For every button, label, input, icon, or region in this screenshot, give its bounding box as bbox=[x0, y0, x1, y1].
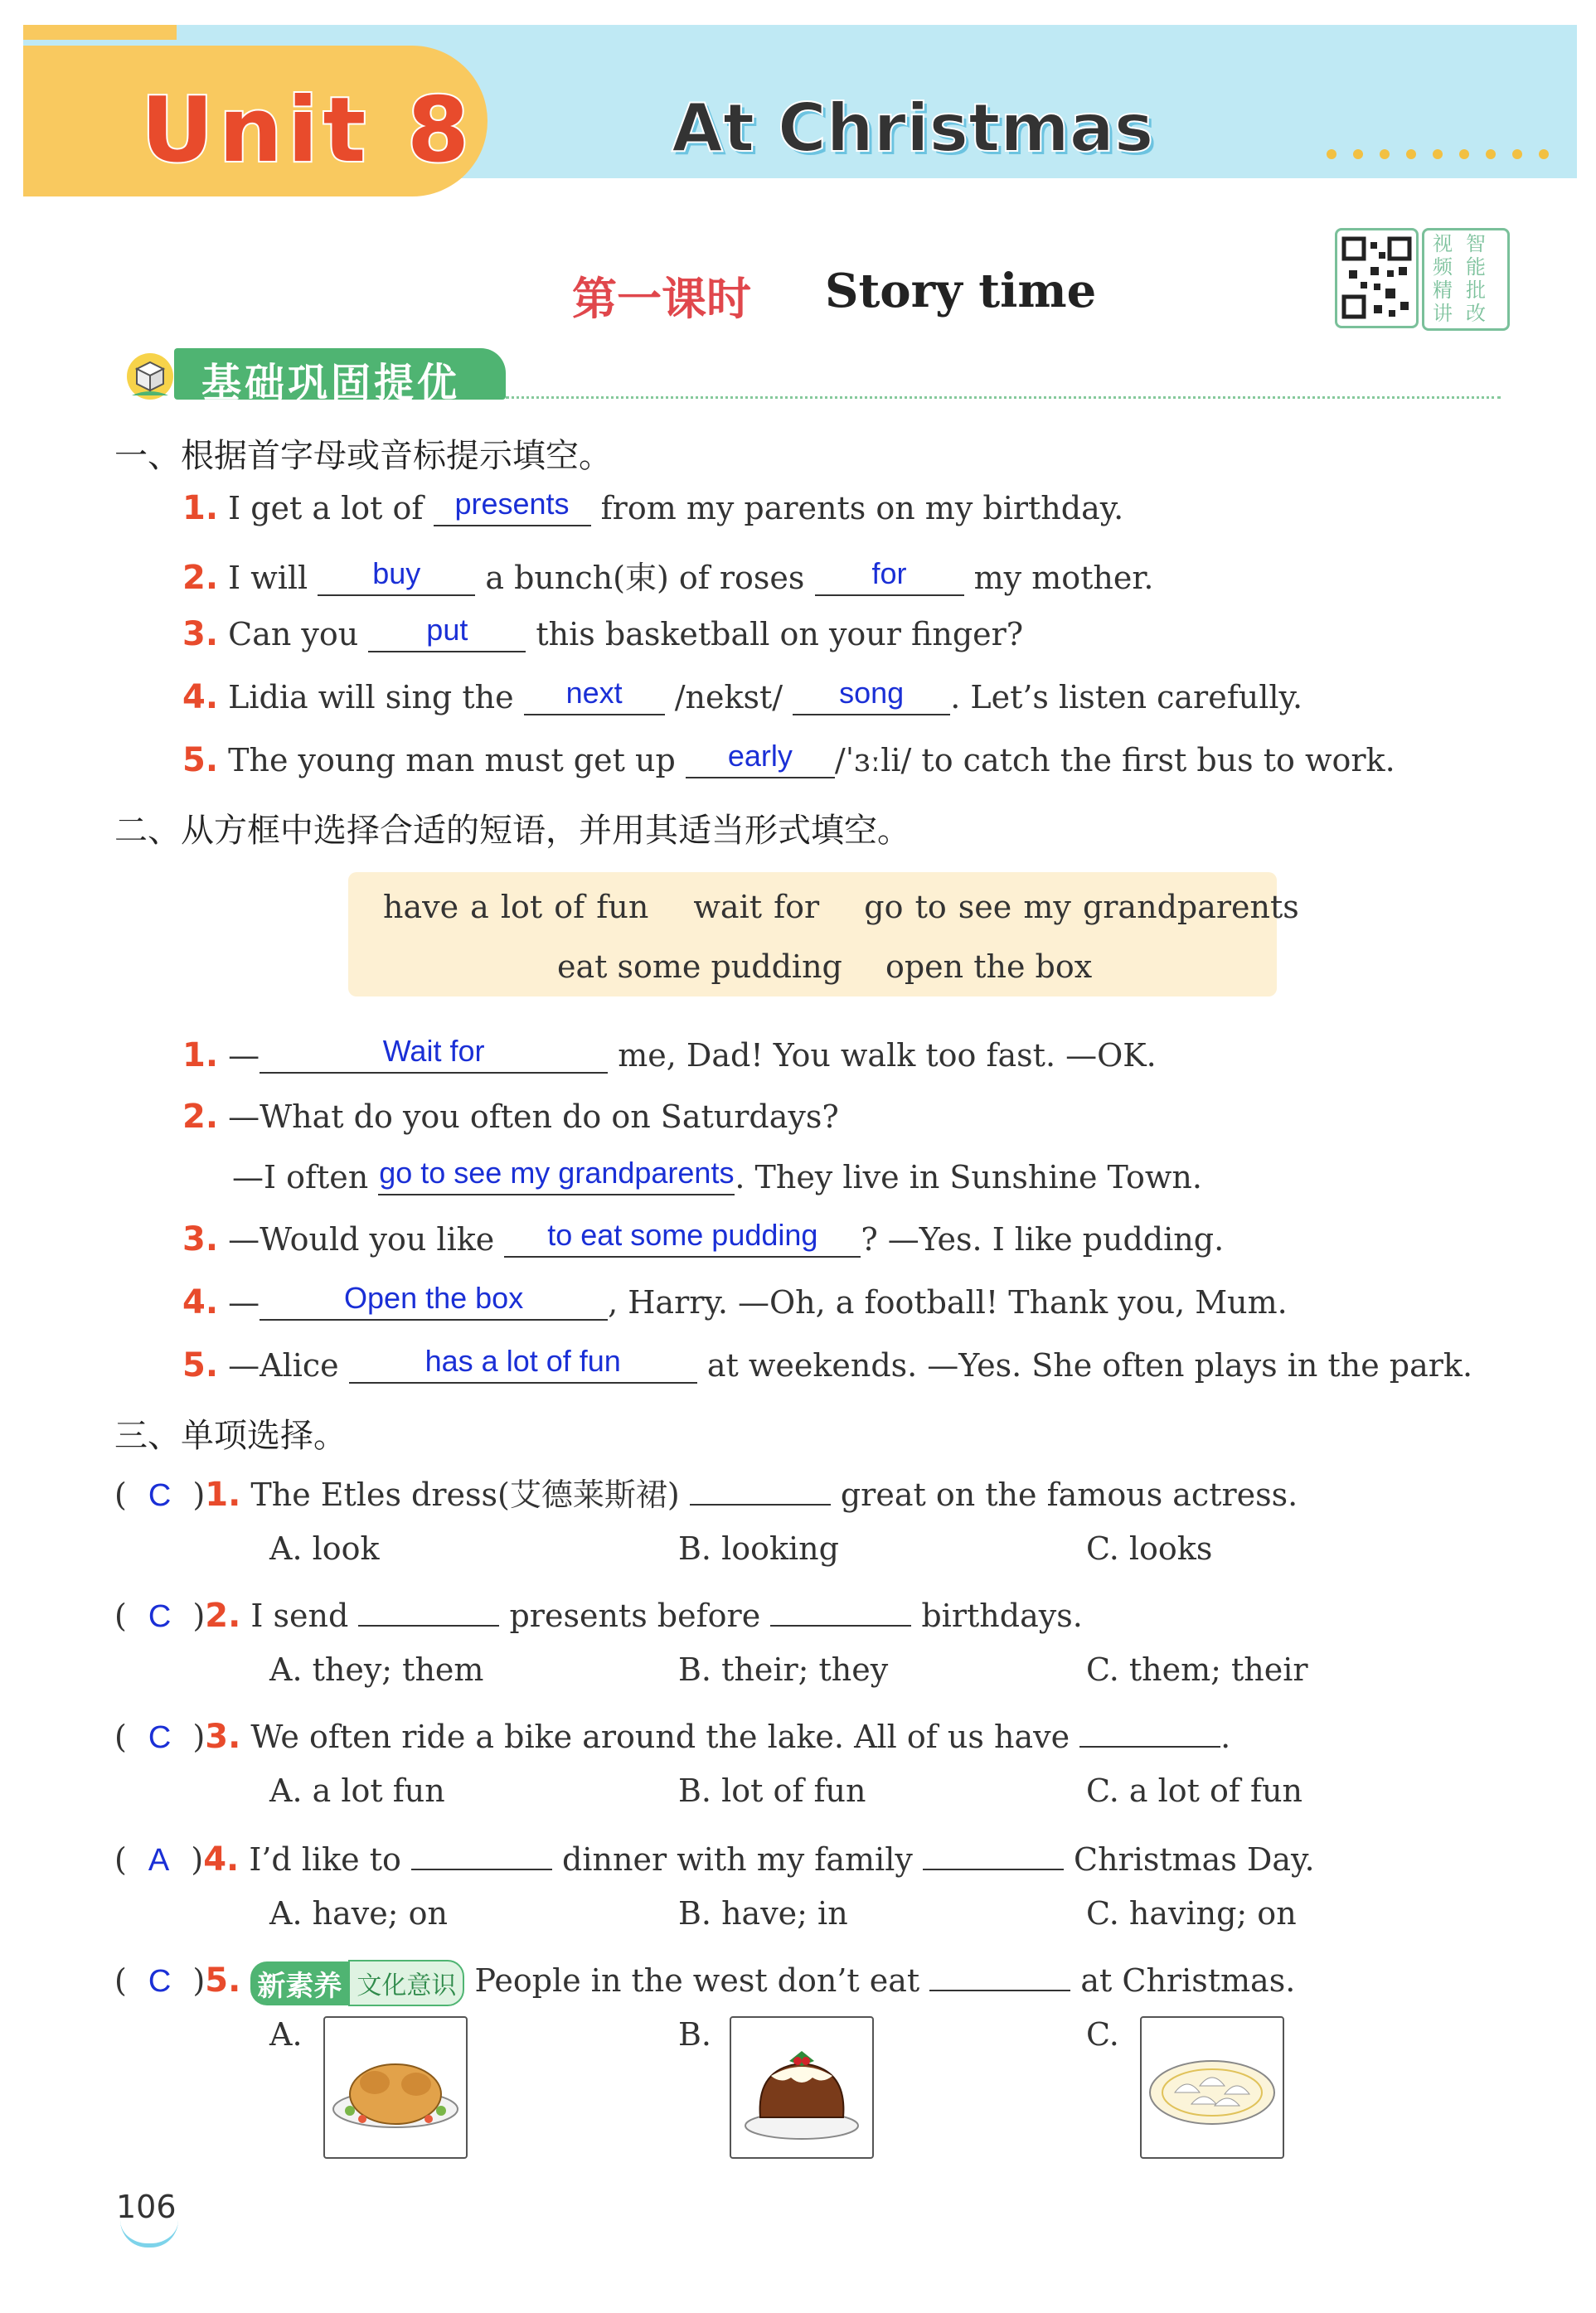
question-text: a bunch(束) of roses bbox=[485, 560, 815, 596]
answer-blank[interactable] bbox=[690, 1469, 831, 1506]
part2-question bbox=[182, 1036, 1157, 1074]
question-text: People in the west don’t eat bbox=[474, 1961, 930, 1999]
part1-question bbox=[182, 678, 1303, 716]
question-text: —Alice bbox=[228, 1347, 349, 1384]
question-number: 2. bbox=[182, 559, 219, 597]
hint-letter: f bbox=[871, 556, 880, 590]
answer-blank[interactable] bbox=[504, 1218, 861, 1258]
answer-text: to eat some pudding bbox=[547, 1218, 818, 1252]
answer-text: Open the box bbox=[344, 1281, 524, 1315]
answer-blank[interactable] bbox=[260, 1034, 608, 1074]
answer-text: has a lot of fun bbox=[424, 1344, 621, 1378]
question-text: Lidia will sing the bbox=[228, 679, 524, 715]
answer-text: ut bbox=[443, 613, 468, 647]
page-number-decoration bbox=[120, 2220, 178, 2248]
answer-blank[interactable] bbox=[349, 1344, 697, 1384]
phrase-option: eat some pudding bbox=[557, 948, 842, 985]
lesson-title: Story time bbox=[825, 264, 1097, 318]
question-number: 2. bbox=[182, 1098, 219, 1136]
answer-text: go to see my grandparents bbox=[379, 1156, 735, 1190]
choice-answer[interactable]: C bbox=[148, 1963, 172, 1999]
question-text: I will bbox=[228, 560, 318, 596]
answer-blank[interactable] bbox=[368, 613, 526, 652]
part2-question bbox=[182, 1283, 1288, 1321]
choice-option-c[interactable]: C. having; on bbox=[1086, 1895, 1297, 1932]
question-text: — bbox=[228, 1284, 260, 1321]
page-number: 106 bbox=[116, 2189, 177, 2225]
question-number: 1. bbox=[182, 1036, 219, 1074]
question-text: from my parents on my birthday. bbox=[600, 490, 1124, 526]
question-text: great on the famous actress. bbox=[840, 1477, 1298, 1513]
question-text: at weekends. —Yes. She often plays in the park. bbox=[706, 1347, 1473, 1384]
part1-question bbox=[182, 489, 1123, 527]
answer-text: ong bbox=[854, 676, 905, 710]
part2-heading: 二、从方框中选择合适的短语，并用其适当形式填空。 bbox=[114, 812, 910, 850]
choice-option-b[interactable]: B. have; in bbox=[678, 1895, 848, 1932]
page-title: At Christmas bbox=[672, 90, 1154, 167]
question-text: this basketball on your finger? bbox=[536, 616, 1024, 652]
choice-question: ( A )4. I’d like to dinner with my family Christmas Day. bbox=[114, 1834, 1315, 1879]
question-text: — bbox=[228, 1037, 260, 1074]
choice-option-a[interactable]: A. bbox=[269, 2016, 303, 2053]
choice-option-a[interactable]: A. they; them bbox=[269, 1651, 484, 1688]
hint-letter: s bbox=[839, 676, 855, 710]
choice-option-c[interactable]: C. looks bbox=[1086, 1530, 1213, 1567]
question-text: —I often bbox=[232, 1159, 379, 1195]
qr-caption-char: 能 bbox=[1466, 255, 1486, 279]
answer-text: resents bbox=[471, 487, 570, 521]
question-number: 2. bbox=[205, 1596, 241, 1635]
question-text: I send bbox=[250, 1597, 359, 1634]
choice-option-b[interactable]: B. bbox=[678, 2016, 712, 2053]
choice-option-b[interactable]: B. lot of fun bbox=[678, 1772, 866, 1809]
choice-answer[interactable]: C bbox=[148, 1478, 172, 1513]
question-number: 5. bbox=[182, 741, 219, 779]
question-text: The Etles dress(艾德莱斯裙) bbox=[250, 1477, 690, 1513]
part2-question bbox=[182, 1098, 839, 1136]
qr-caption bbox=[1422, 228, 1510, 331]
qr-caption-char: 视 bbox=[1433, 232, 1453, 255]
choice-question: ( C )5. 新素养 文化意识 People in the west don’t eat at Christmas. bbox=[114, 1955, 1295, 2006]
question-text: . They live in Sunshine Town. bbox=[735, 1159, 1202, 1195]
question-text: —What do you often do on Saturdays? bbox=[228, 1098, 839, 1135]
question-text: me, Dad! You walk too fast. —OK. bbox=[618, 1037, 1157, 1074]
choice-option-c[interactable]: C. a lot of fun bbox=[1086, 1772, 1303, 1809]
question-number: 5. bbox=[205, 1961, 241, 2000]
qr-caption-char: 频 bbox=[1433, 255, 1453, 279]
choice-option-b[interactable]: B. looking bbox=[678, 1530, 839, 1567]
question-text: . bbox=[1220, 1718, 1231, 1755]
question-text: my mother. bbox=[973, 560, 1154, 596]
dumplings-image[interactable] bbox=[1140, 2016, 1284, 2159]
question-number: 5. bbox=[182, 1346, 219, 1384]
question-text: Can you bbox=[228, 616, 369, 652]
choice-option-a[interactable]: A. have; on bbox=[269, 1895, 448, 1932]
answer-blank[interactable] bbox=[770, 1590, 911, 1627]
question-text: ? —Yes. I like pudding. bbox=[861, 1221, 1225, 1258]
answer-text: next bbox=[565, 676, 623, 710]
qr-caption-char: 改 bbox=[1466, 302, 1486, 325]
part1-heading: 一、根据首字母或音标提示填空。 bbox=[114, 437, 612, 475]
answer-blank[interactable] bbox=[378, 1156, 735, 1195]
answer-blank[interactable] bbox=[815, 556, 964, 596]
christmas-pudding-image[interactable] bbox=[730, 2016, 874, 2159]
part2-question-line2 bbox=[232, 1156, 1202, 1195]
part3-heading: 三、单项选择。 bbox=[114, 1417, 347, 1455]
phrase-option: have a lot of fun bbox=[383, 889, 649, 925]
part1-question bbox=[182, 615, 1023, 653]
roast-turkey-image[interactable] bbox=[323, 2016, 468, 2159]
question-text: at Christmas. bbox=[1080, 1961, 1296, 1999]
choice-option-a[interactable]: A. look bbox=[269, 1530, 380, 1567]
choice-answer[interactable]: A bbox=[148, 1842, 170, 1878]
hint-letter: p bbox=[454, 487, 472, 521]
answer-blank[interactable] bbox=[524, 676, 665, 715]
qr-caption-char: 讲 bbox=[1433, 302, 1453, 325]
question-number: 1. bbox=[182, 489, 219, 527]
answer-blank[interactable] bbox=[358, 1590, 499, 1627]
question-text: , Harry. —Oh, a football! Thank you, Mum. bbox=[608, 1284, 1288, 1321]
choice-question: ( C )1. The Etles dress(艾德莱斯裙) great on the famous actress. bbox=[114, 1469, 1298, 1515]
answer-blank[interactable] bbox=[411, 1834, 552, 1870]
answer-blank[interactable] bbox=[434, 487, 591, 526]
question-text: /ˈɜːli/ to catch the first bus to work. bbox=[834, 742, 1395, 778]
phrase-option: open the box bbox=[885, 948, 1093, 985]
choice-answer[interactable]: C bbox=[148, 1598, 172, 1634]
question-text: Christmas Day. bbox=[1074, 1840, 1315, 1878]
answer-text: uy bbox=[389, 556, 421, 590]
answer-blank[interactable] bbox=[929, 1955, 1070, 1991]
question-text: dinner with my family bbox=[562, 1840, 923, 1878]
question-number: 4. bbox=[182, 1283, 219, 1321]
answer-blank[interactable] bbox=[1079, 1711, 1220, 1748]
phrase-option: go to see my grandparents bbox=[864, 889, 1299, 925]
question-text: . Let’s listen carefully. bbox=[950, 679, 1303, 715]
lesson-number: 第一课时 bbox=[572, 272, 751, 325]
hint-letter: p bbox=[426, 613, 444, 647]
answer-blank[interactable] bbox=[923, 1834, 1064, 1870]
choice-answer[interactable]: C bbox=[148, 1719, 172, 1755]
section-title: 基础巩固提优 bbox=[201, 360, 461, 406]
choice-option-c[interactable]: C. bbox=[1086, 2016, 1119, 2053]
answer-blank[interactable] bbox=[260, 1281, 608, 1321]
answer-text: or bbox=[880, 556, 907, 590]
phrase-row bbox=[383, 889, 1299, 925]
phrase-row bbox=[557, 948, 1092, 985]
question-text: birthdays. bbox=[921, 1597, 1083, 1634]
question-number: 1. bbox=[205, 1476, 241, 1514]
answer-text: early bbox=[727, 739, 793, 773]
choice-option-b[interactable]: B. their; they bbox=[678, 1651, 889, 1688]
part2-question bbox=[182, 1346, 1472, 1384]
choice-option-c[interactable]: C. them; their bbox=[1086, 1651, 1308, 1688]
question-number: 3. bbox=[182, 615, 219, 653]
part1-question bbox=[182, 552, 1153, 598]
culture-awareness-badge: 文化意识 bbox=[348, 1960, 464, 2006]
question-number: 4. bbox=[182, 678, 219, 716]
unit-tab-notch bbox=[23, 25, 177, 40]
unit-title: Unit 8 bbox=[141, 79, 474, 182]
question-text: I’d like to bbox=[249, 1840, 411, 1878]
choice-question: ( C )3. We often ride a bike around the lake. All of us have . bbox=[114, 1711, 1230, 1756]
question-text: We often ride a bike around the lake. All of us have bbox=[250, 1718, 1080, 1755]
choice-question: ( C )2. I send presents before birthdays. bbox=[114, 1590, 1083, 1635]
qr-caption-char: 批 bbox=[1466, 279, 1486, 302]
answer-blank[interactable] bbox=[793, 676, 950, 715]
hint-letter: b bbox=[372, 556, 390, 590]
part1-question bbox=[182, 741, 1395, 779]
question-text: —Would you like bbox=[228, 1221, 505, 1258]
question-number: 4. bbox=[203, 1840, 240, 1879]
question-number: 3. bbox=[205, 1717, 241, 1756]
question-text: I get a lot of bbox=[228, 490, 434, 526]
answer-text: Wait for bbox=[382, 1034, 485, 1068]
phonetic-text: /nekst/ bbox=[674, 679, 793, 715]
divider bbox=[506, 396, 1501, 399]
answer-blank[interactable] bbox=[318, 556, 475, 596]
question-number: 3. bbox=[182, 1220, 219, 1258]
question-text: The young man must get up bbox=[228, 742, 686, 778]
qr-code-icon[interactable] bbox=[1335, 228, 1419, 328]
qr-caption-char: 精 bbox=[1433, 279, 1453, 302]
phrase-option: wait for bbox=[693, 889, 820, 925]
part2-question bbox=[182, 1220, 1224, 1258]
question-text: presents before bbox=[509, 1597, 771, 1634]
answer-blank[interactable] bbox=[686, 739, 835, 778]
qr-caption-char: 智 bbox=[1466, 232, 1486, 255]
new-literacy-badge: 新素养 bbox=[250, 1961, 348, 2005]
choice-option-a[interactable]: A. a lot fun bbox=[269, 1772, 445, 1809]
